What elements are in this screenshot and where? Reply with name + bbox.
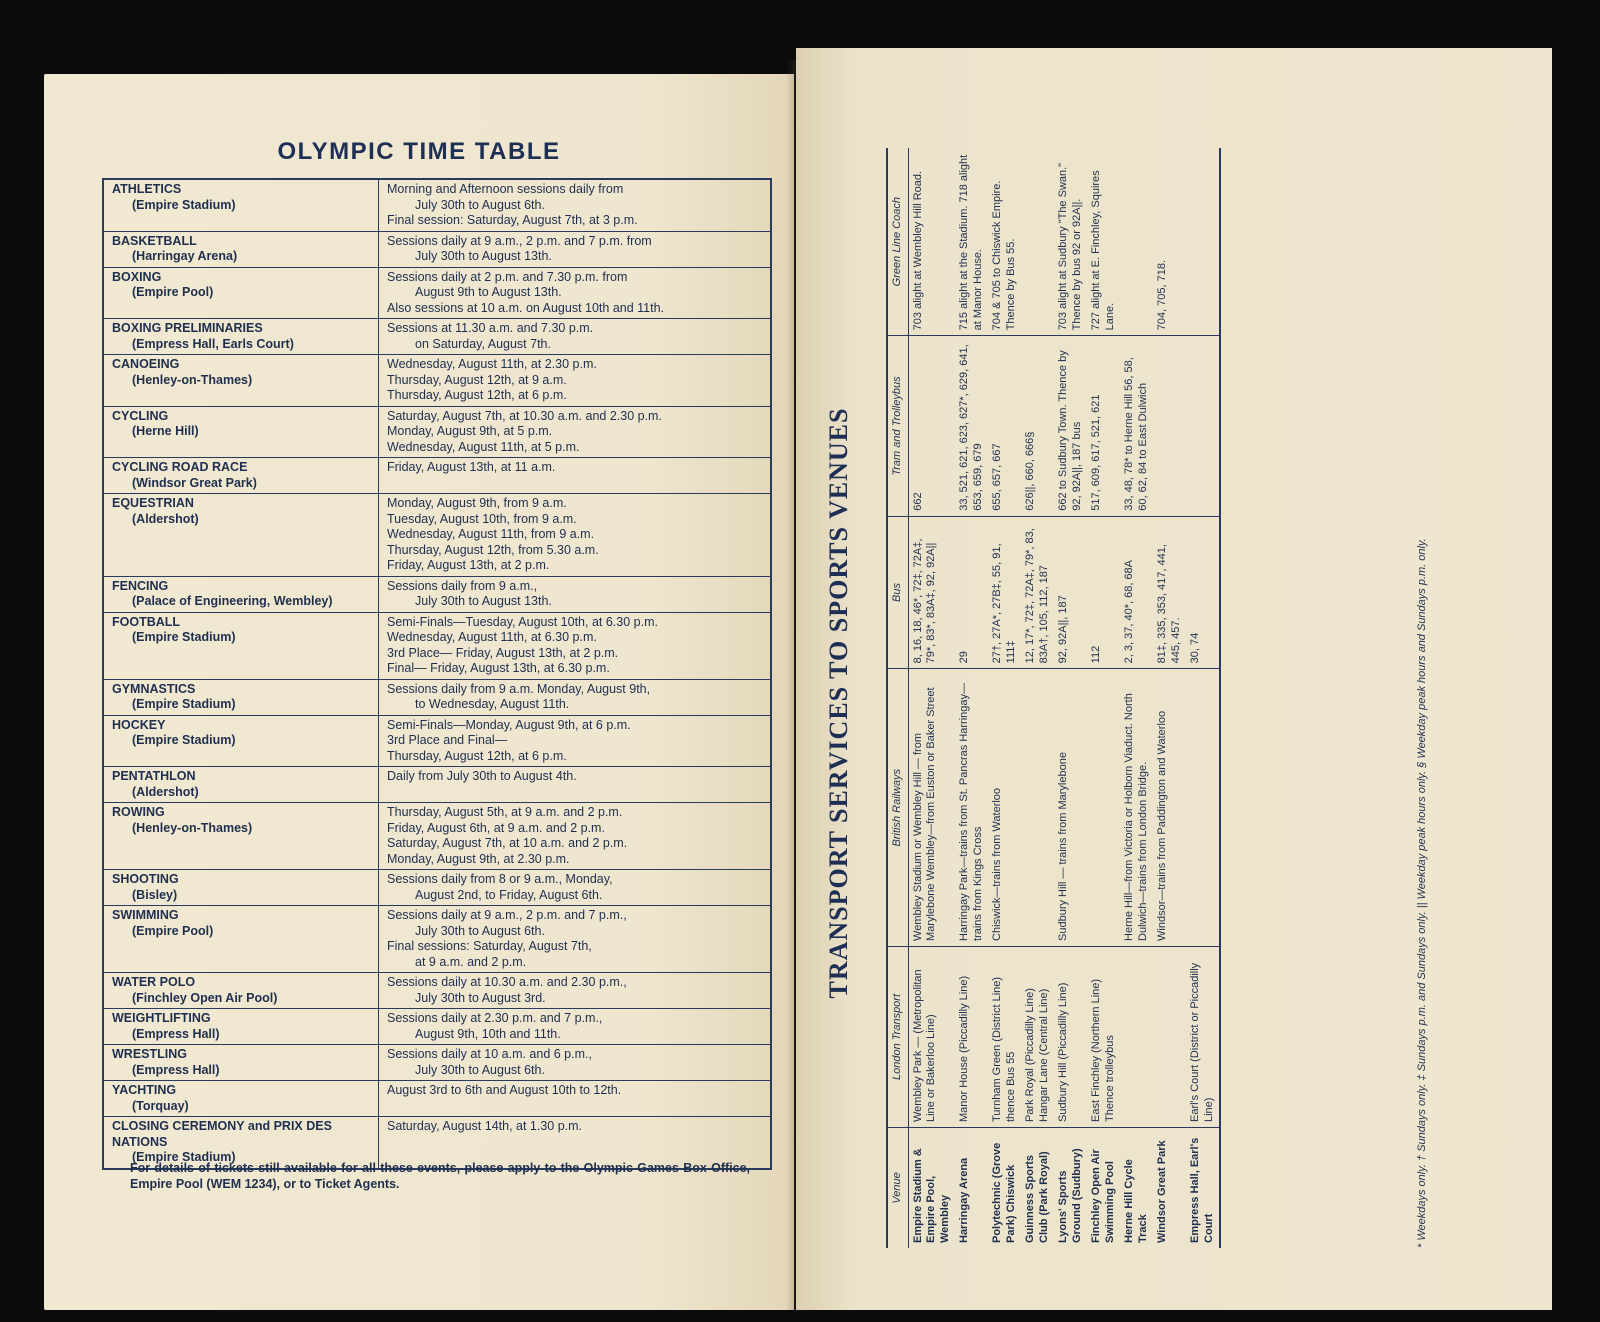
session-line: July 30th to August 6th. [415,923,545,938]
session-line: Friday, August 6th, at 9 a.m. and 2 p.m. [387,820,605,835]
transport-cell: Harringay Park—trains from St. Pancras Harringay—trains from Kings Cross [955,669,988,947]
transport-cell [1021,148,1054,336]
transport-cell: Polytechnic (Grove Park) Chiswick [988,1128,1021,1249]
session-line: July 30th to August 3rd. [415,990,546,1005]
transport-header: Bus [887,516,908,669]
event-name: WEIGHTLIFTING [112,1011,211,1025]
event-venue: (Palace of Engineering, Wembley) [132,594,333,608]
timetable-row [103,1081,771,1117]
session-line: July 30th to August 6th. [415,1062,545,1077]
transport-cell: 662 to Sudbury Town. Thence by 92, 92A||, 187 bus [1054,336,1087,516]
session-line: Final sessions: Saturday, August 7th, [387,939,592,953]
event-cell [103,906,379,973]
session-line: Semi-Finals—Tuesday, August 10th, at 6.30 p.m. [387,614,658,629]
transport-cell: Park Royal (Piccadilly Line) Hangar Lane (Central Line) [1021,946,1054,1127]
session-line: on Saturday, August 7th. [415,336,551,351]
timetable-row [103,715,771,767]
session-line: Wednesday, August 11th, at 6.30 p.m. [387,630,597,644]
event-sessions [379,679,772,715]
event-sessions [379,906,772,973]
transport-cell [1120,946,1153,1127]
event-name: BOXING [112,269,162,284]
event-name: CLOSING CEREMONY and PRIX DES NATIONS [112,1119,332,1149]
event-name: BOXING PRELIMINARIES [112,321,263,335]
timetable [102,178,772,1170]
transport-cell: 715 alight at the Stadium. 718 alight at Manor House. [958,154,984,331]
timetable-row [103,355,771,407]
transport-cell: 626||, 660, 666§ [1021,336,1054,516]
event-cell [103,1009,379,1045]
session-line: Saturday, August 7th, at 10 a.m. and 2 p.m. [387,836,628,850]
transport-row [1153,148,1186,1248]
session-line: August 3rd to 6th and August 10th to 12th. [387,1083,622,1097]
event-sessions [379,576,772,612]
timetable-row [103,870,771,906]
event-sessions [379,1009,772,1045]
event-venue: (Empress Hall, Earls Court) [132,336,294,351]
transport-cell [1153,946,1186,1127]
transport-cell: 704 & 705 to Chiswick Empire. Thence by Bus 55. [991,180,1017,331]
transport-header: Venue [887,1128,908,1249]
event-venue: (Empire Pool) [132,923,214,938]
session-line: Thursday, August 12th, at 9 a.m. [387,372,567,387]
session-line: Friday, August 13th, at 11 a.m. [387,460,556,474]
transport-row [988,148,1021,1248]
session-line: Tuesday, August 10th, from 9 a.m. [387,511,577,526]
event-venue: (Aldershot) [132,784,199,799]
session-line: July 30th to August 6th. [415,197,545,212]
transport-cell: 655, 657, 667 [988,336,1021,516]
timetable-row [103,767,771,803]
event-cell [103,355,379,407]
transport-header: Green Line Coach [887,148,908,336]
event-venue: (Empire Stadium) [132,197,236,212]
transport-cell: Herne Hill—from Victoria or Holborn Viaduct. North Dulwich—trains from London Bridge. [1120,669,1153,947]
event-cell [103,458,379,494]
session-line: Thursday, August 12th, from 5.30 a.m. [387,542,599,557]
event-cell [103,319,379,355]
transport-cell: 33, 48, 78* to Herne Hill 56, 58, 60, 62, 84 to East Dulwich [1120,336,1153,516]
session-line: Thursday, August 12th, at 6 p.m. [387,748,567,763]
timetable-row [103,406,771,458]
transport-cell: 704, 705, 718. [1156,259,1168,331]
event-venue: (Empire Pool) [132,285,214,299]
event-venue: (Finchley Open Air Pool) [132,990,278,1005]
transport-cell: Sudbury Hill — trains from Marylebone [1054,669,1087,947]
event-name: EQUESTRIAN [112,496,194,510]
transport-cell: 703 alight at Sudbury "The Swan." Thence by bus 92 or 92A||. [1057,162,1083,331]
transport-cell: Windsor Great Park [1153,1128,1186,1249]
event-name: WRESTLING [112,1047,187,1061]
timetable-footnote: For details of tickets still available for all these events, please apply to the Olympic Games Box Office, Empire Pool (WEM 1234), or to Ticket Agents. [130,1161,750,1191]
event-sessions [379,715,772,767]
session-line: Sessions daily at 10.30 a.m. and 2.30 p.m., [387,975,627,989]
event-cell [103,1045,379,1081]
event-sessions [379,973,772,1009]
event-name: CYCLING ROAD RACE [112,460,248,474]
session-line: Wednesday, August 11th, at 5 p.m. [387,439,580,454]
timetable-row [103,576,771,612]
transport-cell: Manor House (Piccadilly Line) [955,946,988,1127]
event-sessions [379,1081,772,1117]
transport-cell: 29 [955,516,988,669]
session-line: Monday, August 9th, at 2.30 p.m. [387,851,570,866]
event-sessions [379,319,772,355]
left-page [44,74,794,1310]
transport-cell: 662 [908,336,955,516]
transport-cell: Wembley Park — (Metropolitan Line or Bakerloo Line) [908,946,955,1127]
event-name: SHOOTING [112,872,179,886]
session-line: Monday, August 9th, from 9 a.m. [387,496,567,510]
session-line: August 9th to August 13th. [415,285,562,299]
event-venue: (Henley-on-Thames) [132,372,253,387]
transport-row [1054,148,1087,1248]
event-name: GYMNASTICS [112,681,196,696]
event-sessions [379,612,772,679]
event-sessions [379,267,772,319]
session-line: Sessions at 11.30 a.m. and 7.30 p.m. [387,321,594,335]
event-venue: (Windsor Great Park) [132,475,257,490]
session-line: 3rd Place— Friday, August 13th, at 2 p.m. [387,645,619,660]
event-name: WATER POLO [112,975,196,989]
event-sessions [379,231,772,267]
timetable-row [103,267,771,319]
session-line: Sessions daily at 10 a.m. and 6 p.m., [387,1047,592,1061]
transport-cell [1021,669,1054,947]
event-name: FENCING [112,578,169,593]
event-venue: (Henley-on-Thames) [132,820,253,835]
session-line: to Wednesday, August 11th. [415,697,570,711]
event-cell [103,1081,379,1117]
session-line: Saturday, August 14th, at 1.30 p.m. [387,1119,583,1133]
session-line: Sessions daily from 9 a.m., [387,578,538,593]
event-name: BASKETBALL [112,233,197,248]
session-line: Wednesday, August 11th, from 9 a.m. [387,527,595,541]
transport-cell [1153,336,1186,516]
timetable-row [103,1009,771,1045]
event-venue: (Harringay Arena) [132,249,238,263]
transport-cell: 703 alight at Wembley Hill Road. [911,170,924,331]
transport-table [886,148,1221,1248]
event-sessions [379,767,772,803]
event-name: CYCLING [112,408,169,423]
session-line: Sessions daily at 2.30 p.m. and 7 p.m., [387,1011,603,1025]
event-venue: (Empress Hall) [132,1062,220,1077]
session-line: August 9th, 10th and 11th. [415,1026,561,1041]
transport-cell: Windsor—trains from Paddington and Waterloo [1153,669,1186,947]
transport-header: London Transport [887,946,908,1127]
timetable-row [103,494,771,577]
timetable-row [103,906,771,973]
event-cell [103,679,379,715]
event-sessions [379,494,772,577]
event-name: PENTATHLON [112,769,196,783]
transport-title: TRANSPORT SERVICES TO SPORTS VENUES [824,407,853,999]
event-cell [103,767,379,803]
session-line: Semi-Finals—Monday, August 9th, at 6 p.m. [387,717,631,732]
transport-cell: Sudbury Hill (Piccadilly Line) [1054,946,1087,1127]
event-name: YACHTING [112,1083,177,1097]
transport-header: British Railways [887,669,908,947]
transport-cell: 112 [1087,516,1120,669]
timetable-row [103,973,771,1009]
timetable-row [103,1045,771,1081]
timetable-row [103,679,771,715]
session-line: Monday, August 9th, at 5 p.m. [387,424,553,438]
event-name: ROWING [112,805,165,819]
transport-footnote: * Weekdays only. † Sundays only. ‡ Sundays p.m. and Sundays only. || Weekday peak hours only. § Weekday peak hours and Sundays p.m. only. [1416,538,1428,1248]
event-cell [103,406,379,458]
transport-cell: Wembley Stadium or Wembley Hill — from Marylebone Wembley—from Euston or Baker Street [908,669,955,947]
transport-cell: 517, 609, 617, 521, 621 [1087,336,1120,516]
event-venue: (Herne Hill) [132,424,199,438]
event-cell [103,494,379,577]
transport-cell: Turnham Green (District Line) thence Bus 55 [988,946,1021,1127]
session-line: 3rd Place and Final— [387,733,508,747]
event-cell [103,576,379,612]
transport-cell [1186,148,1220,336]
event-cell [103,267,379,319]
event-sessions [379,803,772,870]
transport-cell: 8, 16, 18, 46*, 72‡, 72A‡, 79*, 83*, 83A‡, 92, 92A|| [908,516,955,669]
session-line: Friday, August 13th, at 2 p.m. [387,558,550,572]
event-name: HOCKEY [112,717,166,732]
transport-cell: 81‡, 335, 353, 417, 441, 445, 457. [1153,516,1186,669]
event-sessions [379,406,772,458]
transport-cell: Lyons' Sports Ground (Sudbury) [1054,1128,1087,1249]
event-cell [103,973,379,1009]
transport-header: Tram and Trolleybus [887,336,908,516]
event-name: SWIMMING [112,908,179,922]
session-line: July 30th to August 13th. [415,249,552,263]
right-page [796,48,1552,1310]
transport-cell [1186,669,1220,947]
session-line: Sessions daily at 9 a.m., 2 p.m. and 7 p.m., [387,908,627,922]
transport-cell: 727 alight at E. Finchley, Squires Lane. [1090,170,1116,331]
event-sessions [379,355,772,407]
transport-cell [1120,148,1153,336]
timetable-row [103,612,771,679]
transport-cell: 30, 74 [1186,516,1220,669]
session-line: Sessions daily at 9 a.m., 2 p.m. and 7 p.m. from [387,233,652,248]
timetable-row [103,231,771,267]
session-line: Wednesday, August 11th, at 2.30 p.m. [387,357,597,371]
session-line: Daily from July 30th to August 4th. [387,769,577,783]
timetable-row [103,803,771,870]
transport-cell [1186,336,1220,516]
transport-cell: 92, 92A||, 187 [1054,516,1087,669]
event-venue: (Empire Stadium) [132,1150,236,1164]
timetable-row [103,319,771,355]
session-line: at 9 a.m. and 2 p.m. [415,954,527,969]
timetable-row [103,458,771,494]
event-cell [103,715,379,767]
event-venue: (Empire Stadium) [132,733,236,747]
session-line: Saturday, August 7th, at 10.30 a.m. and 2.30 p.m. [387,408,662,423]
session-line: Final— Friday, August 13th, at 6.30 p.m. [387,661,610,675]
transport-cell: Earl's Court (District or Piccadilly Line) [1186,946,1220,1127]
event-name: FOOTBALL [112,614,181,629]
transport-rotated-block [816,118,1436,1278]
session-line: August 2nd, to Friday, August 6th. [415,887,603,902]
transport-cell: East Finchley (Northern Line) Thence trolleybus [1087,946,1120,1127]
transport-cell: Chiswick—trains from Waterloo [988,669,1021,947]
session-line: Sessions daily from 8 or 9 a.m., Monday, [387,872,613,886]
session-line: Final session: Saturday, August 7th, at 3 p.m. [387,213,638,227]
event-cell [103,179,379,231]
session-line: Thursday, August 12th, at 6 p.m. [387,388,567,402]
transport-row [955,148,988,1248]
event-venue: (Aldershot) [132,511,199,526]
transport-cell: Empress Hall, Earl's Court [1186,1128,1220,1249]
event-cell [103,231,379,267]
event-cell [103,612,379,679]
event-venue: (Empire Stadium) [132,697,236,711]
transport-cell: Herne Hill Cycle Track [1120,1128,1153,1249]
transport-row [1087,148,1120,1248]
transport-cell [1087,669,1120,947]
event-venue: (Bisley) [132,887,178,902]
timetable-title: OLYMPIC TIME TABLE [277,138,561,165]
session-line: Thursday, August 5th, at 9 a.m. and 2 p.m. [387,805,623,819]
event-sessions [379,179,772,231]
transport-row [1186,148,1220,1248]
event-cell [103,870,379,906]
event-sessions [379,870,772,906]
transport-cell: 33, 521, 621, 623, 627*, 629, 641, 653, 659, 679 [955,336,988,516]
session-line: Sessions daily at 2 p.m. and 7.30 p.m. from [387,269,628,284]
event-venue: (Torquay) [132,1098,189,1113]
transport-row [1021,148,1054,1248]
session-line: Also sessions at 10 a.m. on August 10th and 11th. [387,300,665,315]
session-line: Morning and Afternoon sessions daily from [387,182,624,196]
transport-cell: 2, 3, 37, 40*, 68, 68A [1120,516,1153,669]
event-name: CANOEING [112,357,180,371]
transport-row [908,148,955,1248]
session-line: July 30th to August 13th. [415,594,552,608]
transport-cell: Finchley Open Air Swimming Pool [1087,1128,1120,1249]
event-sessions [379,1045,772,1081]
transport-cell: 27†, 27A*, 27B‡, 55, 91, 111‡ [988,516,1021,669]
transport-row [1120,148,1153,1248]
event-name: ATHLETICS [112,182,182,196]
transport-cell: Guinness Sports Club (Park Royal) [1021,1128,1054,1249]
timetable-row [103,179,771,231]
event-venue: (Empire Stadium) [132,630,236,644]
event-venue: (Empress Hall) [132,1026,220,1041]
event-sessions [379,458,772,494]
event-cell [103,803,379,870]
transport-cell: 12, 17*, 72‡, 72A‡, 79*, 83, 83A†, 105, 112, 187 [1021,516,1054,669]
transport-cell: Harringay Arena [955,1128,988,1249]
transport-cell: Empire Stadium & Empire Pool, Wembley [908,1128,955,1249]
session-line: Sessions daily from 9 a.m. Monday, August 9th, [387,681,651,696]
